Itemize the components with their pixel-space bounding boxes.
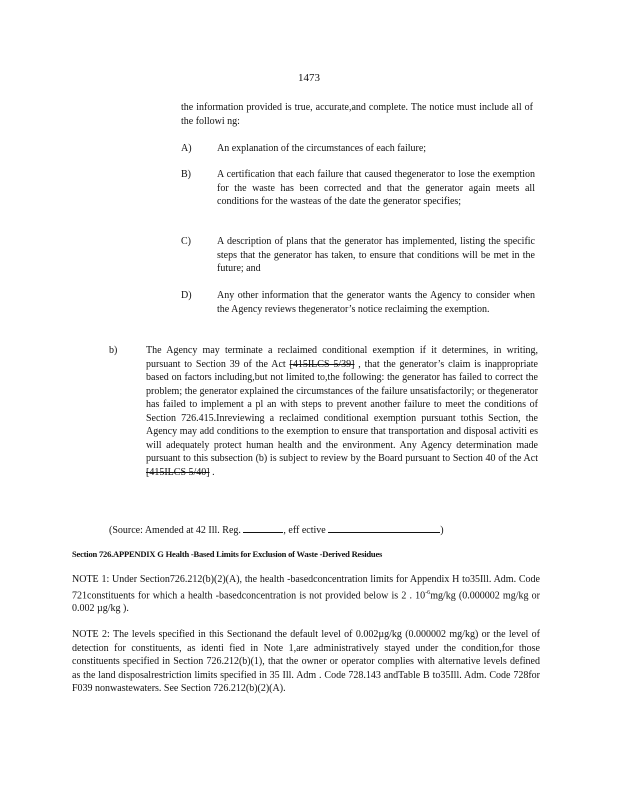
item-letter-c: C) xyxy=(181,236,191,247)
note-2: NOTE 2: The levels specified in this Sectionand the default level of 0.002µg/kg (0.000002 mg/kg) or the level of detection for constituents, as identi fied in Note 1,are administratively stayed under the condition,for those constituents specified in Section 726.212(b)(1), that the owner or operator complies with alternative levels defined as the land disposalrestriction limits specified in 35 Ill. Adm . Code 728.143 andTable B to35Ill. Adm. Code 728for F039 nonwastewaters. See Section 726.212(b)(2)(A). xyxy=(72,629,540,694)
page-number: 1473 xyxy=(298,72,320,84)
struck-citation-39: [415ILCS 5/39] xyxy=(289,358,355,370)
source-prefix: (Source: Amended at 42 Ill. Reg. xyxy=(109,525,241,536)
subsection-b-text xyxy=(146,344,538,479)
item-text-a: An explanation of the circumstances of each failure; xyxy=(217,143,427,154)
item-text-c: A description of plans that the generator has implemented, listing the specific steps that the generator has taken, to ensure that conditions will be met in the future; and xyxy=(217,236,535,274)
source-effective: , eff ective xyxy=(283,525,326,536)
item-letter-a: A) xyxy=(181,143,192,154)
item-letter-b: B) xyxy=(181,169,191,180)
struck-citation-40: [415ILCS 5/40] xyxy=(146,466,210,478)
subsection-b-letter: b) xyxy=(109,345,118,356)
register-blank xyxy=(243,522,283,533)
subsection-b-part-3: . xyxy=(209,466,215,478)
subsection-b-part-2: , that the generator’s claim is inappropriate based on factors including,but not limited to,the following: the generator has failed to correct the problem; the generator explained the circumstances of the failure unsatisfactorily; or thegenerator has failed to implement a pl an with steps to prevent another failure to meet the conditions of Section 726.415.Inreviewing a reclaimed conditional exemption pursuant tothis Section, the Agency may add conditions to the exemption to ensure that transportation and disposal activiti es will adequately protect human health and the environment. Any Agency determination made pursuant to this subsection (b) is subject to review by the Board pursuant to Section 40 of the Act xyxy=(146,358,539,464)
item-letter-d: D) xyxy=(181,290,192,301)
note-1-main: NOTE 1: Under Section726.212(b)(2)(A), the health -basedconcentration limits for Appendix H to35Ill. Adm. Code 721constituents for which a health -basedconcentration is not provided below is 2 . 10 xyxy=(72,574,540,601)
note-1 xyxy=(72,573,540,616)
item-text-d: Any other information that the generator wants the Agency to consider when the Agency reviews thegenerator’s notice reclaiming the exemption. xyxy=(217,290,535,315)
subsection-b-part-1: The Agency may terminate a reclaimed conditional exemption if it determines, in writing, pursuant to Section 39 of the Act xyxy=(146,345,538,370)
intro-paragraph: the information provided is true, accurate,and complete. The notice must include all of the followi ng: xyxy=(181,102,533,127)
item-text-b: A certification that each failure that caused thegenerator to lose the exemption for the waste has been corrected and that the generator again meets all conditions for the wasteas of the date the generator specifies; xyxy=(217,169,535,207)
note-1-exponent: -6 xyxy=(425,589,431,596)
section-heading: Section 726.APPENDIX G Health -Based Limits for Exclusion of Waste -Derived Residues xyxy=(72,549,383,559)
source-suffix: ) xyxy=(440,525,444,536)
effective-date-blank xyxy=(328,522,440,533)
source-note xyxy=(109,522,529,538)
note-1-tail: mg/kg (0.000002 mg/kg or 0.002 µg/kg ). xyxy=(72,589,540,615)
